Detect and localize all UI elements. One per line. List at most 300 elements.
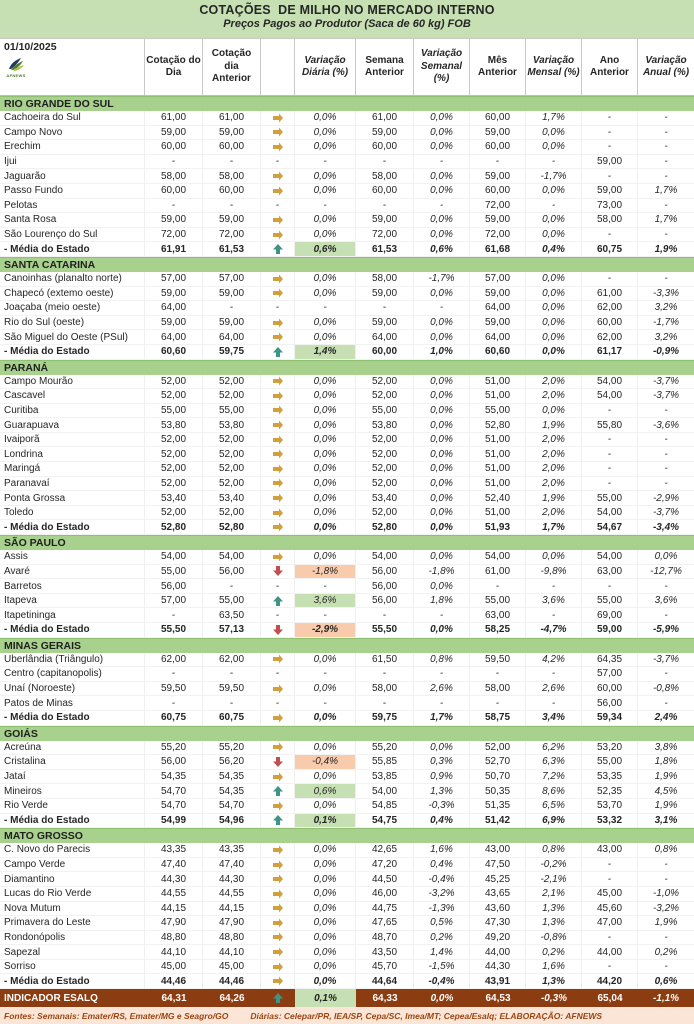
table-row xyxy=(0,228,694,243)
table-row xyxy=(0,550,694,565)
trend-arrow-cell xyxy=(261,477,295,492)
previous-year-cell: 59,34 xyxy=(582,711,638,726)
annual-variation-cell: 0,0% xyxy=(638,550,694,565)
previous-year-cell: - xyxy=(582,111,638,126)
price-previous-day-cell: 52,00 xyxy=(203,433,261,448)
location-cell: Campo Novo xyxy=(0,126,145,141)
location-cell: Campo Verde xyxy=(0,858,145,873)
previous-year-cell: 53,32 xyxy=(582,814,638,829)
flat-right-arrow-icon xyxy=(272,683,284,695)
price-previous-day-cell: 62,00 xyxy=(203,653,261,668)
monthly-variation-cell: - xyxy=(526,667,582,682)
daily-variation-cell: 0,0% xyxy=(295,945,356,960)
location-cell: Assis xyxy=(0,550,145,565)
previous-year-cell: - xyxy=(582,447,638,462)
price-day-cell: 47,90 xyxy=(145,916,203,931)
monthly-variation-cell: 1,7% xyxy=(526,520,582,535)
monthly-variation-cell: - xyxy=(526,199,582,214)
trend-arrow-dash: - xyxy=(275,609,280,621)
monthly-variation-cell: 2,0% xyxy=(526,447,582,462)
trend-arrow-cell xyxy=(261,272,295,287)
annual-variation-cell: -3,4% xyxy=(638,520,694,535)
weekly-variation-cell: 1,8% xyxy=(414,594,470,609)
previous-year-cell: 57,00 xyxy=(582,667,638,682)
price-day-cell: 59,50 xyxy=(145,682,203,697)
weekly-variation-cell: 1,0% xyxy=(414,345,470,360)
price-day-cell: - xyxy=(145,155,203,170)
flat-right-arrow-icon xyxy=(272,741,284,753)
annual-variation-cell: -3,7% xyxy=(638,389,694,404)
previous-year-cell: 54,67 xyxy=(582,520,638,535)
table-row xyxy=(0,945,694,960)
section-header xyxy=(0,638,694,653)
trend-arrow-cell xyxy=(261,799,295,814)
daily-variation-cell: 0,0% xyxy=(295,506,356,521)
price-previous-day-cell: 58,00 xyxy=(203,169,261,184)
monthly-variation-cell: -0,8% xyxy=(526,931,582,946)
table-row xyxy=(0,477,694,492)
previous-month-cell: 43,65 xyxy=(470,887,526,902)
afnews-logo xyxy=(4,57,28,78)
previous-month-cell: - xyxy=(470,696,526,711)
trend-arrow-cell xyxy=(261,111,295,126)
table-row xyxy=(0,814,694,829)
annual-variation-cell: -3,7% xyxy=(638,506,694,521)
flat-right-arrow-icon xyxy=(272,404,284,416)
price-previous-day-cell: 43,35 xyxy=(203,843,261,858)
location-cell: Nova Mutum xyxy=(0,902,145,917)
flat-right-arrow-icon xyxy=(272,229,284,241)
annual-variation-cell: 1,9% xyxy=(638,242,694,257)
up-arrow-icon xyxy=(272,785,284,797)
trend-arrow-cell xyxy=(261,447,295,462)
table-row xyxy=(0,272,694,287)
previous-week-cell: 60,00 xyxy=(356,184,414,199)
previous-month-cell: 43,60 xyxy=(470,902,526,917)
monthly-variation-cell: 6,2% xyxy=(526,741,582,756)
trend-arrow-cell xyxy=(261,623,295,638)
previous-year-cell: 43,00 xyxy=(582,843,638,858)
price-previous-day-cell: 59,00 xyxy=(203,126,261,141)
price-previous-day-cell: 52,00 xyxy=(203,506,261,521)
previous-month-cell: 61,00 xyxy=(470,565,526,580)
price-day-cell: 64,00 xyxy=(145,301,203,316)
trend-arrow-dash: - xyxy=(275,156,280,168)
trend-arrow-cell xyxy=(261,711,295,726)
location-cell: - Média do Estado xyxy=(0,242,145,257)
weekly-variation-cell: 1,4% xyxy=(414,945,470,960)
flat-right-arrow-icon xyxy=(272,946,284,958)
weekly-variation-cell: 0,8% xyxy=(414,653,470,668)
annual-variation-cell: 3,2% xyxy=(638,301,694,316)
annual-variation-cell: 3,8% xyxy=(638,741,694,756)
weekly-variation-cell: 0,0% xyxy=(414,287,470,302)
location-cell: Patos de Minas xyxy=(0,696,145,711)
flat-right-arrow-icon xyxy=(272,492,284,504)
annual-variation-cell: -3,2% xyxy=(638,902,694,917)
table-row xyxy=(0,902,694,917)
location-cell: Rio Verde xyxy=(0,799,145,814)
price-day-cell: 54,99 xyxy=(145,814,203,829)
daily-variation-cell: 0,0% xyxy=(295,404,356,419)
table-row xyxy=(0,447,694,462)
report-date: 01/10/2025 xyxy=(4,41,57,53)
location-cell: São Miguel do Oeste (PSul) xyxy=(0,330,145,345)
previous-week-cell: 55,20 xyxy=(356,741,414,756)
monthly-variation-cell: 1,9% xyxy=(526,418,582,433)
weekly-variation-cell: 0,0% xyxy=(414,477,470,492)
price-day-cell: 60,00 xyxy=(145,140,203,155)
col-header-variacao-diaria: Variação Diária (%) xyxy=(295,38,356,95)
flat-right-arrow-icon xyxy=(272,859,284,871)
trend-arrow-cell xyxy=(261,989,295,1007)
flat-right-arrow-icon xyxy=(272,185,284,197)
previous-month-cell: 72,00 xyxy=(470,199,526,214)
previous-year-cell: 54,00 xyxy=(582,506,638,521)
previous-week-cell: 55,00 xyxy=(356,404,414,419)
previous-year-cell: - xyxy=(582,477,638,492)
previous-month-cell: 47,50 xyxy=(470,858,526,873)
price-day-cell: 44,15 xyxy=(145,902,203,917)
previous-year-cell: - xyxy=(582,858,638,873)
table-row xyxy=(0,301,694,316)
annual-variation-cell: 2,4% xyxy=(638,711,694,726)
trend-arrow-cell xyxy=(261,784,295,799)
previous-week-cell: 42,65 xyxy=(356,843,414,858)
annual-variation-cell: -3,7% xyxy=(638,375,694,390)
footer-sources xyxy=(0,1007,694,1024)
annual-variation-cell: - xyxy=(638,155,694,170)
table-row xyxy=(0,242,694,257)
price-day-cell: 52,00 xyxy=(145,462,203,477)
location-cell: Primavera do Leste xyxy=(0,916,145,931)
daily-variation-cell: - xyxy=(295,579,356,594)
table-row xyxy=(0,462,694,477)
table-row xyxy=(0,345,694,360)
daily-variation-cell: 1,4% xyxy=(295,345,356,360)
table-row xyxy=(0,960,694,975)
price-day-cell: 54,70 xyxy=(145,784,203,799)
annual-variation-cell: - xyxy=(638,228,694,243)
flat-right-arrow-icon xyxy=(272,653,284,665)
previous-year-cell: 59,00 xyxy=(582,623,638,638)
annual-variation-cell: - xyxy=(638,126,694,141)
flat-right-arrow-icon xyxy=(272,712,284,724)
weekly-variation-cell: 0,0% xyxy=(414,520,470,535)
previous-month-cell: 64,00 xyxy=(470,330,526,345)
previous-month-cell: - xyxy=(470,667,526,682)
previous-week-cell: 59,75 xyxy=(356,711,414,726)
daily-variation-cell: 0,0% xyxy=(295,872,356,887)
flat-right-arrow-icon xyxy=(272,931,284,943)
col-header-arrow-spacer xyxy=(261,38,295,95)
weekly-variation-cell: 0,4% xyxy=(414,814,470,829)
daily-variation-cell: 0,0% xyxy=(295,213,356,228)
flat-right-arrow-icon xyxy=(272,375,284,387)
section-header-label: RIO GRANDE DO SUL xyxy=(4,98,114,110)
location-cell: Cachoeira do Sul xyxy=(0,111,145,126)
price-previous-day-cell: 52,00 xyxy=(203,447,261,462)
daily-variation-cell: 0,0% xyxy=(295,228,356,243)
previous-month-cell: 51,42 xyxy=(470,814,526,829)
previous-year-cell: 52,35 xyxy=(582,784,638,799)
weekly-variation-cell: 0,6% xyxy=(414,242,470,257)
annual-variation-cell: -3,7% xyxy=(638,653,694,668)
monthly-variation-cell: 0,4% xyxy=(526,242,582,257)
previous-week-cell: 52,80 xyxy=(356,520,414,535)
annual-variation-cell: 1,9% xyxy=(638,916,694,931)
trend-arrow-dash: - xyxy=(275,580,280,592)
location-cell: Toledo xyxy=(0,506,145,521)
annual-variation-cell: 3,2% xyxy=(638,330,694,345)
table-row xyxy=(0,843,694,858)
table-row xyxy=(0,565,694,580)
trend-arrow-cell xyxy=(261,506,295,521)
price-day-cell: 43,35 xyxy=(145,843,203,858)
previous-week-cell: 53,40 xyxy=(356,491,414,506)
logo-wordmark: AFNEWS xyxy=(6,73,26,79)
previous-year-cell: - xyxy=(582,960,638,975)
location-cell: Londrina xyxy=(0,447,145,462)
price-day-cell: 64,31 xyxy=(161,992,187,1004)
table-row xyxy=(0,169,694,184)
price-previous-day-cell: 59,00 xyxy=(203,287,261,302)
monthly-variation-cell: 1,3% xyxy=(526,974,582,989)
location-cell: Centro (capitanopolis) xyxy=(0,667,145,682)
monthly-variation-cell: 2,0% xyxy=(526,375,582,390)
previous-month-cell: - xyxy=(470,155,526,170)
previous-week-cell: 52,00 xyxy=(356,433,414,448)
price-previous-day-cell: 52,00 xyxy=(203,389,261,404)
table-row xyxy=(0,799,694,814)
previous-year-cell: - xyxy=(582,433,638,448)
flat-right-arrow-icon xyxy=(272,771,284,783)
price-day-cell: 64,00 xyxy=(145,330,203,345)
price-day-cell: 44,30 xyxy=(145,872,203,887)
price-previous-day-cell: 60,75 xyxy=(203,711,261,726)
monthly-variation-cell: - xyxy=(526,579,582,594)
annual-variation-cell: - xyxy=(638,931,694,946)
previous-year-cell: - xyxy=(582,228,638,243)
price-previous-day-cell: 59,00 xyxy=(203,316,261,331)
annual-variation-cell: -0,9% xyxy=(638,345,694,360)
weekly-variation-cell: 0,0% xyxy=(414,184,470,199)
location-cell: Passo Fundo xyxy=(0,184,145,199)
monthly-variation-cell: -9,8% xyxy=(526,565,582,580)
annual-variation-cell: - xyxy=(638,272,694,287)
price-previous-day-cell: 54,35 xyxy=(203,770,261,785)
monthly-variation-cell: 6,5% xyxy=(526,799,582,814)
daily-variation-cell: 0,0% xyxy=(295,960,356,975)
price-previous-day-cell: 59,50 xyxy=(203,682,261,697)
location-cell: Paranavaí xyxy=(0,477,145,492)
previous-month-cell: 51,00 xyxy=(470,462,526,477)
price-previous-day-cell: 56,20 xyxy=(203,755,261,770)
weekly-variation-cell: 1,7% xyxy=(414,711,470,726)
trend-arrow-cell xyxy=(261,741,295,756)
location-cell: Barretos xyxy=(0,579,145,594)
price-day-cell: 52,80 xyxy=(145,520,203,535)
monthly-variation-cell: -1,7% xyxy=(526,169,582,184)
previous-month-cell: 55,00 xyxy=(470,404,526,419)
location-cell: Itapeva xyxy=(0,594,145,609)
price-previous-day-cell: 52,00 xyxy=(203,462,261,477)
monthly-variation-cell: 6,3% xyxy=(526,755,582,770)
table-row xyxy=(0,404,694,419)
previous-week-cell: 55,50 xyxy=(356,623,414,638)
daily-variation-cell: 0,0% xyxy=(295,433,356,448)
location-cell: Pelotas xyxy=(0,199,145,214)
daily-variation-cell: 0,0% xyxy=(295,111,356,126)
weekly-variation-cell: -1,3% xyxy=(414,902,470,917)
previous-year-cell: 55,00 xyxy=(582,594,638,609)
previous-month-cell: 52,70 xyxy=(470,755,526,770)
previous-year-cell: - xyxy=(582,872,638,887)
col-header-cotacao-dia: Cotação do Dia xyxy=(145,38,203,95)
previous-week-cell: 44,50 xyxy=(356,872,414,887)
trend-arrow-cell xyxy=(261,228,295,243)
previous-week-cell: 54,00 xyxy=(356,550,414,565)
previous-year-cell: - xyxy=(582,169,638,184)
trend-arrow-cell xyxy=(261,433,295,448)
weekly-variation-cell: 1,6% xyxy=(414,843,470,858)
previous-month-cell: 59,00 xyxy=(470,126,526,141)
previous-month-cell: 51,00 xyxy=(470,506,526,521)
trend-arrow-cell xyxy=(261,945,295,960)
daily-variation-cell: 0,0% xyxy=(295,974,356,989)
table-row xyxy=(0,741,694,756)
previous-month-cell: 64,00 xyxy=(470,301,526,316)
location-cell: Mineiros xyxy=(0,784,145,799)
price-day-cell: 55,00 xyxy=(145,565,203,580)
previous-week-cell: 48,70 xyxy=(356,931,414,946)
location-cell: Rondonópolis xyxy=(0,931,145,946)
location-cell: Ponta Grossa xyxy=(0,491,145,506)
location-cell: Campo Mourão xyxy=(0,375,145,390)
weekly-variation-cell: 0,0% xyxy=(414,404,470,419)
previous-month-cell: 64,53 xyxy=(485,992,511,1004)
previous-year-cell: 58,00 xyxy=(582,213,638,228)
annual-variation-cell: - xyxy=(638,858,694,873)
price-previous-day-cell: - xyxy=(203,155,261,170)
flat-right-arrow-icon xyxy=(272,214,284,226)
monthly-variation-cell: 3,6% xyxy=(526,594,582,609)
down-arrow-icon xyxy=(272,756,284,768)
previous-year-cell: 64,35 xyxy=(582,653,638,668)
annual-variation-cell: -2,9% xyxy=(638,491,694,506)
previous-week-cell: 56,00 xyxy=(356,579,414,594)
location-cell: INDICADOR ESALQ xyxy=(4,992,98,1004)
previous-year-cell: 53,35 xyxy=(582,770,638,785)
section-header-label: SANTA CATARINA xyxy=(4,258,96,271)
price-previous-day-cell: 57,13 xyxy=(203,623,261,638)
section-header xyxy=(0,535,694,550)
table-row xyxy=(0,389,694,404)
monthly-variation-cell: 0,0% xyxy=(526,316,582,331)
monthly-variation-cell: 2,0% xyxy=(526,506,582,521)
previous-month-cell: 51,00 xyxy=(470,375,526,390)
previous-month-cell: 45,25 xyxy=(470,872,526,887)
previous-month-cell: 44,00 xyxy=(470,945,526,960)
monthly-variation-cell: - xyxy=(526,155,582,170)
trend-arrow-cell xyxy=(261,140,295,155)
previous-week-cell: 61,50 xyxy=(356,653,414,668)
trend-arrow-cell xyxy=(261,696,295,711)
trend-arrow-cell xyxy=(261,330,295,345)
daily-variation-cell: 0,0% xyxy=(295,272,356,287)
trend-arrow-cell xyxy=(261,770,295,785)
daily-variation-cell: 0,0% xyxy=(295,418,356,433)
previous-week-cell: 56,00 xyxy=(356,594,414,609)
page-subtitle: Preços Pagos ao Produtor (Saca de 60 kg) FOB xyxy=(223,18,471,30)
daily-variation-cell: 0,0% xyxy=(295,287,356,302)
flat-right-arrow-icon xyxy=(272,844,284,856)
price-day-cell: 56,00 xyxy=(145,579,203,594)
previous-month-cell: 55,00 xyxy=(470,594,526,609)
previous-week-cell: 72,00 xyxy=(356,228,414,243)
previous-week-cell: - xyxy=(356,696,414,711)
flat-right-arrow-icon xyxy=(272,126,284,138)
previous-week-cell: - xyxy=(356,199,414,214)
weekly-variation-cell: 0,0% xyxy=(414,228,470,243)
weekly-variation-cell: 0,0% xyxy=(414,389,470,404)
price-previous-day-cell: 64,00 xyxy=(203,330,261,345)
previous-week-cell: - xyxy=(356,301,414,316)
previous-month-cell: - xyxy=(470,579,526,594)
previous-year-cell: 63,00 xyxy=(582,565,638,580)
daily-variation-cell: 0,0% xyxy=(295,477,356,492)
previous-month-cell: 51,00 xyxy=(470,389,526,404)
trend-arrow-cell xyxy=(261,404,295,419)
price-day-cell: - xyxy=(145,696,203,711)
table-row xyxy=(0,653,694,668)
previous-year-cell: 55,80 xyxy=(582,418,638,433)
trend-arrow-cell xyxy=(261,491,295,506)
up-arrow-icon xyxy=(272,814,284,826)
flat-right-arrow-icon xyxy=(272,331,284,343)
previous-week-cell: 58,00 xyxy=(356,169,414,184)
price-previous-day-cell: 44,15 xyxy=(203,902,261,917)
location-cell: - Média do Estado xyxy=(0,623,145,638)
table-row xyxy=(0,433,694,448)
location-cell: Cascavel xyxy=(0,389,145,404)
table-row xyxy=(0,418,694,433)
weekly-variation-cell: 0,2% xyxy=(414,931,470,946)
location-cell: - Média do Estado xyxy=(0,814,145,829)
price-day-cell: 72,00 xyxy=(145,228,203,243)
page-title: COTAÇÕES DE MILHO NO MERCADO INTERNO xyxy=(199,3,495,17)
previous-year-cell: 54,00 xyxy=(582,375,638,390)
price-day-cell: 52,00 xyxy=(145,447,203,462)
daily-variation-cell: -2,9% xyxy=(295,623,356,638)
flat-right-arrow-icon xyxy=(272,902,284,914)
section-header xyxy=(0,360,694,375)
weekly-variation-cell: 0,0% xyxy=(414,126,470,141)
previous-month-cell: 52,40 xyxy=(470,491,526,506)
down-arrow-icon xyxy=(272,624,284,636)
previous-week-cell: 61,53 xyxy=(356,242,414,257)
previous-year-cell: 55,00 xyxy=(582,491,638,506)
location-cell: Avaré xyxy=(0,565,145,580)
flat-right-arrow-icon xyxy=(272,873,284,885)
trend-arrow-cell xyxy=(261,301,295,316)
section-header xyxy=(0,726,694,741)
up-arrow-icon xyxy=(272,346,284,358)
previous-year-cell: 54,00 xyxy=(582,389,638,404)
annual-variation-cell: - xyxy=(638,140,694,155)
price-previous-day-cell: 52,80 xyxy=(203,520,261,535)
flat-right-arrow-icon xyxy=(272,463,284,475)
